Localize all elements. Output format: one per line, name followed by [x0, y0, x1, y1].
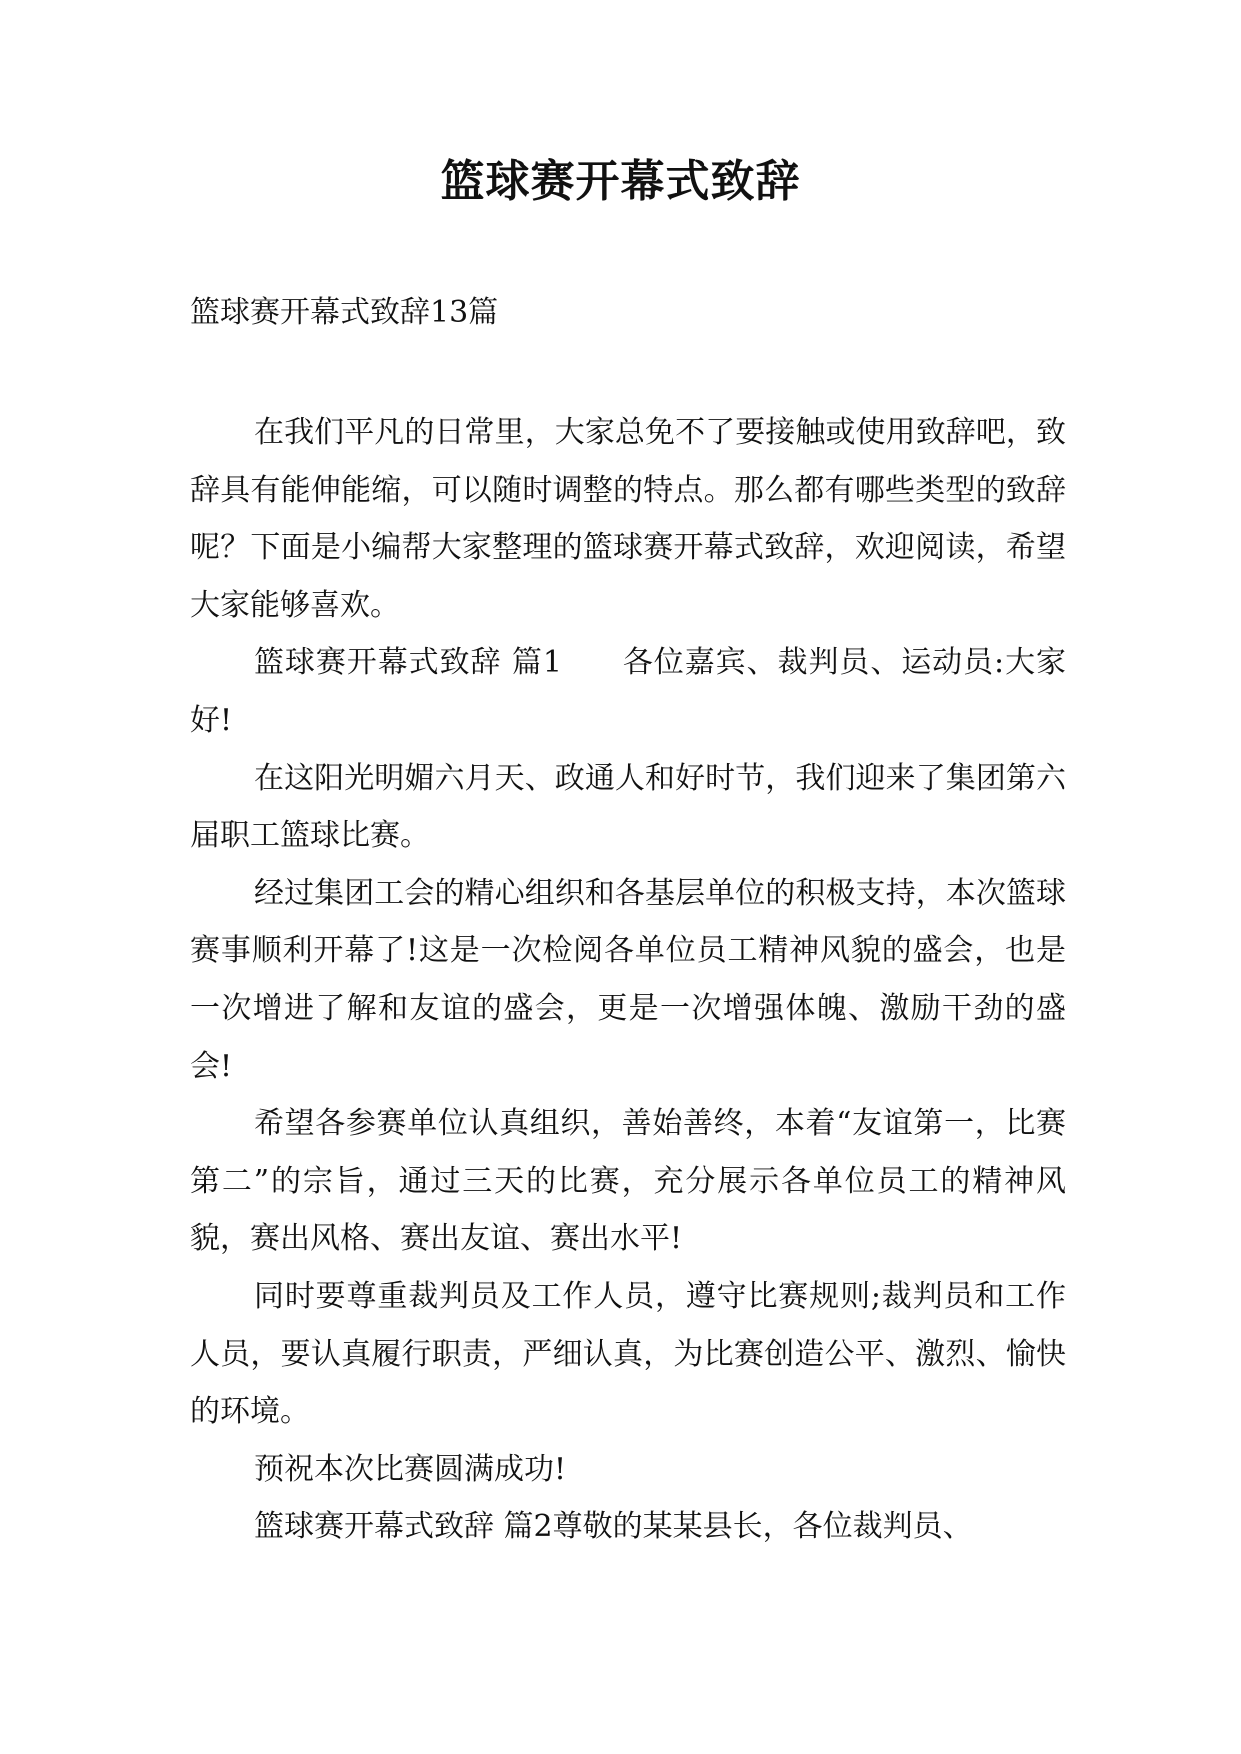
section-1-salutation: 各位嘉宾、裁判员、运动员: [621, 645, 1005, 681]
document-subtitle: 篮球赛开幕式致辞13篇 [190, 295, 499, 330]
body-paragraph: 同时要尊重裁判员及工作人员，遵守比赛规则;裁判员和工作人员，要认真履行职责，严细认真，为比赛创造公平、激烈、愉快的环境。 [190, 1278, 1066, 1430]
section-1-greeting: 大家好! [190, 645, 1067, 738]
body-paragraph: 经过集团工会的精心组织和各基层单位的积极支持，本次篮球赛事顺利开幕了!这是一次检阅各单位员工精神风貌的盛会，也是一次增进了解和友谊的盛会，更是一次增强体魄、激励干劲的盛会! [190, 875, 1066, 1084]
body-paragraph: 希望各参赛单位认真组织，善始善终，本着“友谊第一，比赛第二”的宗旨，通过三天的比赛，充分展示各单位员工的精神风貌，赛出风格、赛出友谊、赛出水平! [190, 1106, 1066, 1257]
section-2-heading: 篮球赛开幕式致辞 篇2 [254, 1509, 553, 1545]
body-paragraph: 预祝本次比赛圆满成功! [254, 1451, 567, 1487]
intro-paragraph: 在我们平凡的日常里，大家总免不了要接触或使用致辞吧，致辞具有能伸能缩，可以随时调整的特点。那么都有哪些类型的致辞呢？下面是小编帮大家整理的篮球赛开幕式致辞，欢迎阅读，希望大家能够喜欢。 [190, 415, 1066, 623]
section-1-opening [190, 634, 1066, 749]
section-2-opening [190, 1498, 1066, 1556]
document-title: 篮球赛开幕式致辞 [440, 156, 801, 207]
section-2-text: 尊敬的某某县长，各位裁判员、 [552, 1509, 973, 1545]
document-body [190, 404, 1066, 1556]
section-1-heading: 篮球赛开幕式致辞 篇1 [254, 645, 562, 681]
body-paragraph: 在这阳光明媚六月天、政通人和好时节，我们迎来了集团第六届职工篮球比赛。 [190, 760, 1066, 854]
